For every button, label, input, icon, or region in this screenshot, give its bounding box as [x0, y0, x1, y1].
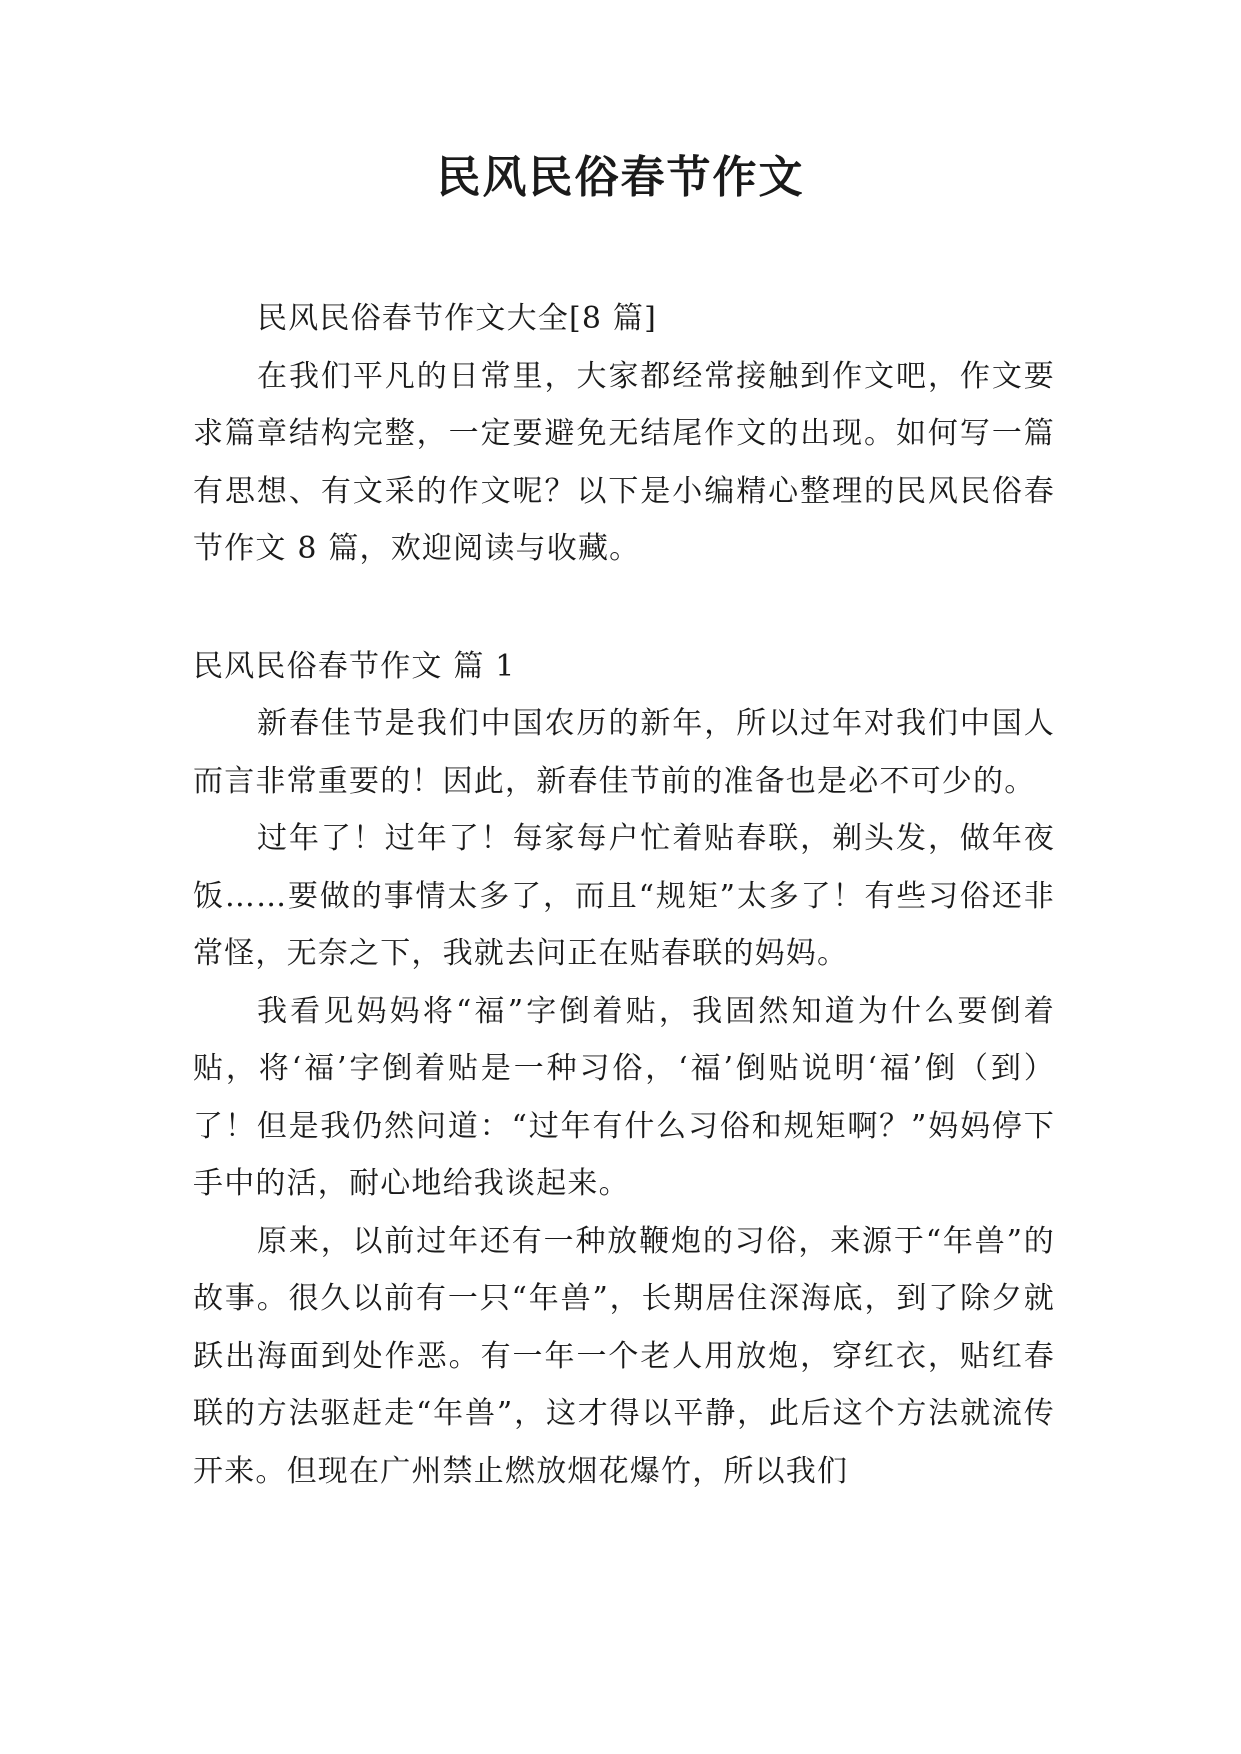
body-paragraph: 新春佳节是我们中国农历的新年，所以过年对我们中国人而言非常重要的！因此，新春佳节前的准备也是必不可少的。 [193, 706, 1055, 799]
document-subtitle: 民风民俗春节作文大全[8 篇] [257, 301, 658, 336]
section-heading: 民风民俗春节作文 篇 1 [193, 648, 516, 684]
section-spacer [193, 578, 1055, 638]
document-body [193, 290, 1055, 1500]
intro-paragraph: 在我们平凡的日常里，大家都经常接触到作文吧，作文要求篇章结构完整，一定要避免无结尾作文的出现。如何写一篇有思想、有文采的作文呢？以下是小编精心整理的民风民俗春节作文 8 篇，欢迎阅读与收藏。 [193, 358, 1055, 566]
document-title: 民风民俗春节作文 [436, 152, 805, 203]
body-paragraph: 原来，以前过年还有一种放鞭炮的习俗，来源于“年兽”的故事。很久以前有一只“年兽”，长期居住深海底，到了除夕就跃出海面到处作恶。有一年一个老人用放炮，穿红衣，贴红春联的方法驱赶走“年兽”，这才得以平静，此后这个方法就流传开来。但现在广州禁止燃放烟花爆竹，所以我们 [193, 1223, 1055, 1489]
body-paragraph: 过年了！过年了！每家每户忙着贴春联，剃头发，做年夜饭……要做的事情太多了，而且“规矩”太多了！有些习俗还非常怪，无奈之下，我就去问正在贴春联的妈妈。 [193, 821, 1055, 971]
body-paragraph: 我看见妈妈将“福”字倒着贴，我固然知道为什么要倒着贴，将‘福’字倒着贴是一种习俗，‘福’倒贴说明‘福’倒（到）了！但是我仍然问道：“过年有什么习俗和规矩啊？”妈妈停下手中的活，耐心地给我谈起来。 [193, 993, 1055, 1201]
